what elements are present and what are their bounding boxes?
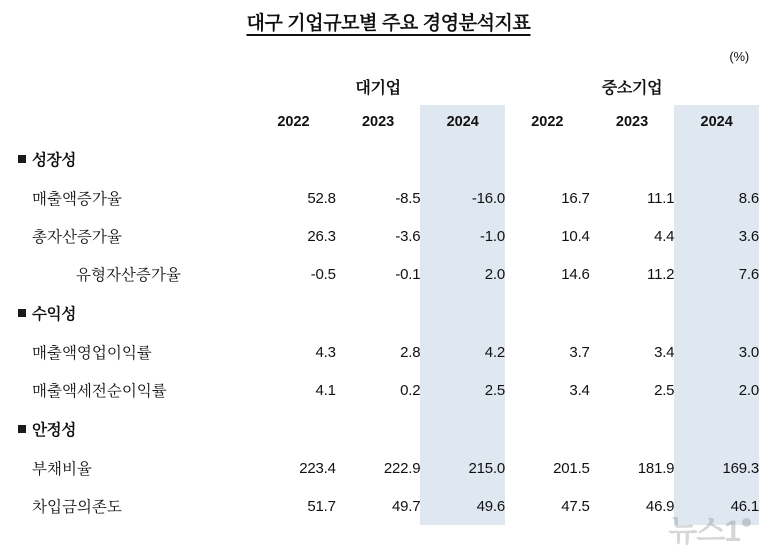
- section-label-growth: [18, 139, 251, 179]
- cell-value: -8.5: [395, 189, 421, 207]
- bullet-square-icon: [18, 155, 26, 163]
- header-corner: [18, 67, 251, 105]
- section-spacer: [674, 409, 759, 449]
- cell-value: 3.7: [569, 343, 590, 361]
- section-spacer: [590, 293, 675, 333]
- cell-value: -3.6: [395, 227, 421, 245]
- row-label-asset-growth: 총자산증가율: [32, 229, 122, 246]
- cell-value: 8.6: [674, 179, 759, 217]
- row-label-tangible-asset-growth: 유형자산증가율: [76, 267, 181, 284]
- section-spacer: [505, 139, 590, 179]
- bullet-square-icon: [18, 309, 26, 317]
- table-row: [18, 371, 759, 409]
- row-label-operating-margin: 매출액영업이익률: [32, 345, 152, 362]
- header-year-sme-2022: 2022: [531, 114, 564, 130]
- cell-value: 7.6: [674, 255, 759, 293]
- header-year-large-2024: 2024: [420, 105, 505, 139]
- table-row: [18, 333, 759, 371]
- cell-value: 47.5: [561, 497, 590, 515]
- cell-value: 14.6: [561, 265, 590, 283]
- cell-value: 46.9: [645, 497, 675, 515]
- table-header-years: [18, 105, 759, 139]
- row-label-pretax-margin: 매출액세전순이익률: [32, 383, 167, 400]
- cell-value: 49.7: [392, 497, 421, 515]
- table-row: [18, 487, 759, 525]
- header-year-sme-2023: 2023: [615, 114, 649, 130]
- section-spacer: [336, 139, 421, 179]
- cell-value: 2.0: [420, 255, 505, 293]
- section-title-text: 안정성: [32, 422, 77, 439]
- cell-value: -16.0: [420, 179, 505, 217]
- cell-value: -0.1: [395, 265, 421, 283]
- cell-value: 4.2: [420, 333, 505, 371]
- table-section-row: [18, 293, 759, 333]
- cell-value: 51.7: [307, 497, 336, 515]
- section-spacer: [336, 409, 421, 449]
- cell-value: 215.0: [420, 449, 505, 487]
- header-year-large-2022: 2022: [277, 114, 310, 130]
- cell-value: 3.4: [654, 343, 675, 361]
- cell-value: 201.5: [553, 459, 590, 477]
- section-spacer: [505, 293, 590, 333]
- cell-value: 2.5: [654, 381, 675, 399]
- cell-value: 2.0: [674, 371, 759, 409]
- cell-value: 49.6: [420, 487, 505, 525]
- row-label-debt-ratio: 부채비율: [32, 461, 92, 478]
- section-spacer: [590, 139, 675, 179]
- table-row: [18, 449, 759, 487]
- cell-value: 223.4: [299, 459, 336, 477]
- bullet-square-icon: [18, 425, 26, 433]
- management-indicator-table: [18, 67, 759, 525]
- cell-value: -1.0: [420, 217, 505, 255]
- cell-value: 2.5: [420, 371, 505, 409]
- section-spacer: [674, 293, 759, 333]
- cell-value: 169.3: [674, 449, 759, 487]
- cell-value: 4.4: [654, 227, 675, 245]
- table-section-row: [18, 409, 759, 449]
- cell-value: 0.2: [400, 381, 421, 399]
- cell-value: 46.1: [674, 487, 759, 525]
- row-label-sales-growth: 매출액증가율: [32, 191, 122, 208]
- header-year-corner: [18, 105, 251, 139]
- header-year-sme-2024: 2024: [674, 105, 759, 139]
- cell-value: 2.8: [400, 343, 421, 361]
- table-header-groups: [18, 67, 759, 105]
- section-spacer: [505, 409, 590, 449]
- row-label-borrowing-dependency: 차입금의존도: [32, 499, 122, 516]
- cell-value: 181.9: [637, 459, 675, 477]
- cell-value: -0.5: [310, 265, 336, 283]
- table-row: [18, 255, 759, 293]
- section-spacer: [420, 409, 505, 449]
- cell-value: 4.1: [315, 381, 336, 399]
- header-group-sme: 중소기업: [601, 79, 663, 97]
- cell-value: 3.0: [674, 333, 759, 371]
- table-row: [18, 179, 759, 217]
- section-spacer: [251, 409, 336, 449]
- section-label-stability: [18, 409, 251, 449]
- table-row: [18, 217, 759, 255]
- cell-value: 11.1: [647, 189, 675, 207]
- unit-note: (%): [729, 49, 749, 64]
- header-year-large-2023: 2023: [361, 114, 395, 130]
- header-group-large: 대기업: [355, 79, 401, 97]
- section-spacer: [420, 293, 505, 333]
- section-spacer: [251, 293, 336, 333]
- section-label-profitability: [18, 293, 251, 333]
- cell-value: 3.6: [674, 217, 759, 255]
- cell-value: 10.4: [561, 227, 590, 245]
- section-spacer: [336, 293, 421, 333]
- cell-value: 4.3: [315, 343, 336, 361]
- cell-value: 26.3: [307, 227, 336, 245]
- cell-value: 11.2: [647, 265, 675, 283]
- cell-value: 222.9: [383, 459, 421, 477]
- watermark-text: 뉴스1: [668, 515, 740, 548]
- section-spacer: [251, 139, 336, 179]
- section-title-text: 수익성: [32, 306, 77, 323]
- section-spacer: [674, 139, 759, 179]
- section-spacer: [590, 409, 675, 449]
- cell-value: 52.8: [307, 189, 336, 207]
- cell-value: 16.7: [561, 189, 590, 207]
- cell-value: 3.4: [569, 381, 590, 399]
- section-spacer: [420, 139, 505, 179]
- page-title: 대구 기업규모별 주요 경영분석지표: [246, 13, 531, 34]
- section-title-text: 성장성: [32, 152, 77, 169]
- table-section-row: [18, 139, 759, 179]
